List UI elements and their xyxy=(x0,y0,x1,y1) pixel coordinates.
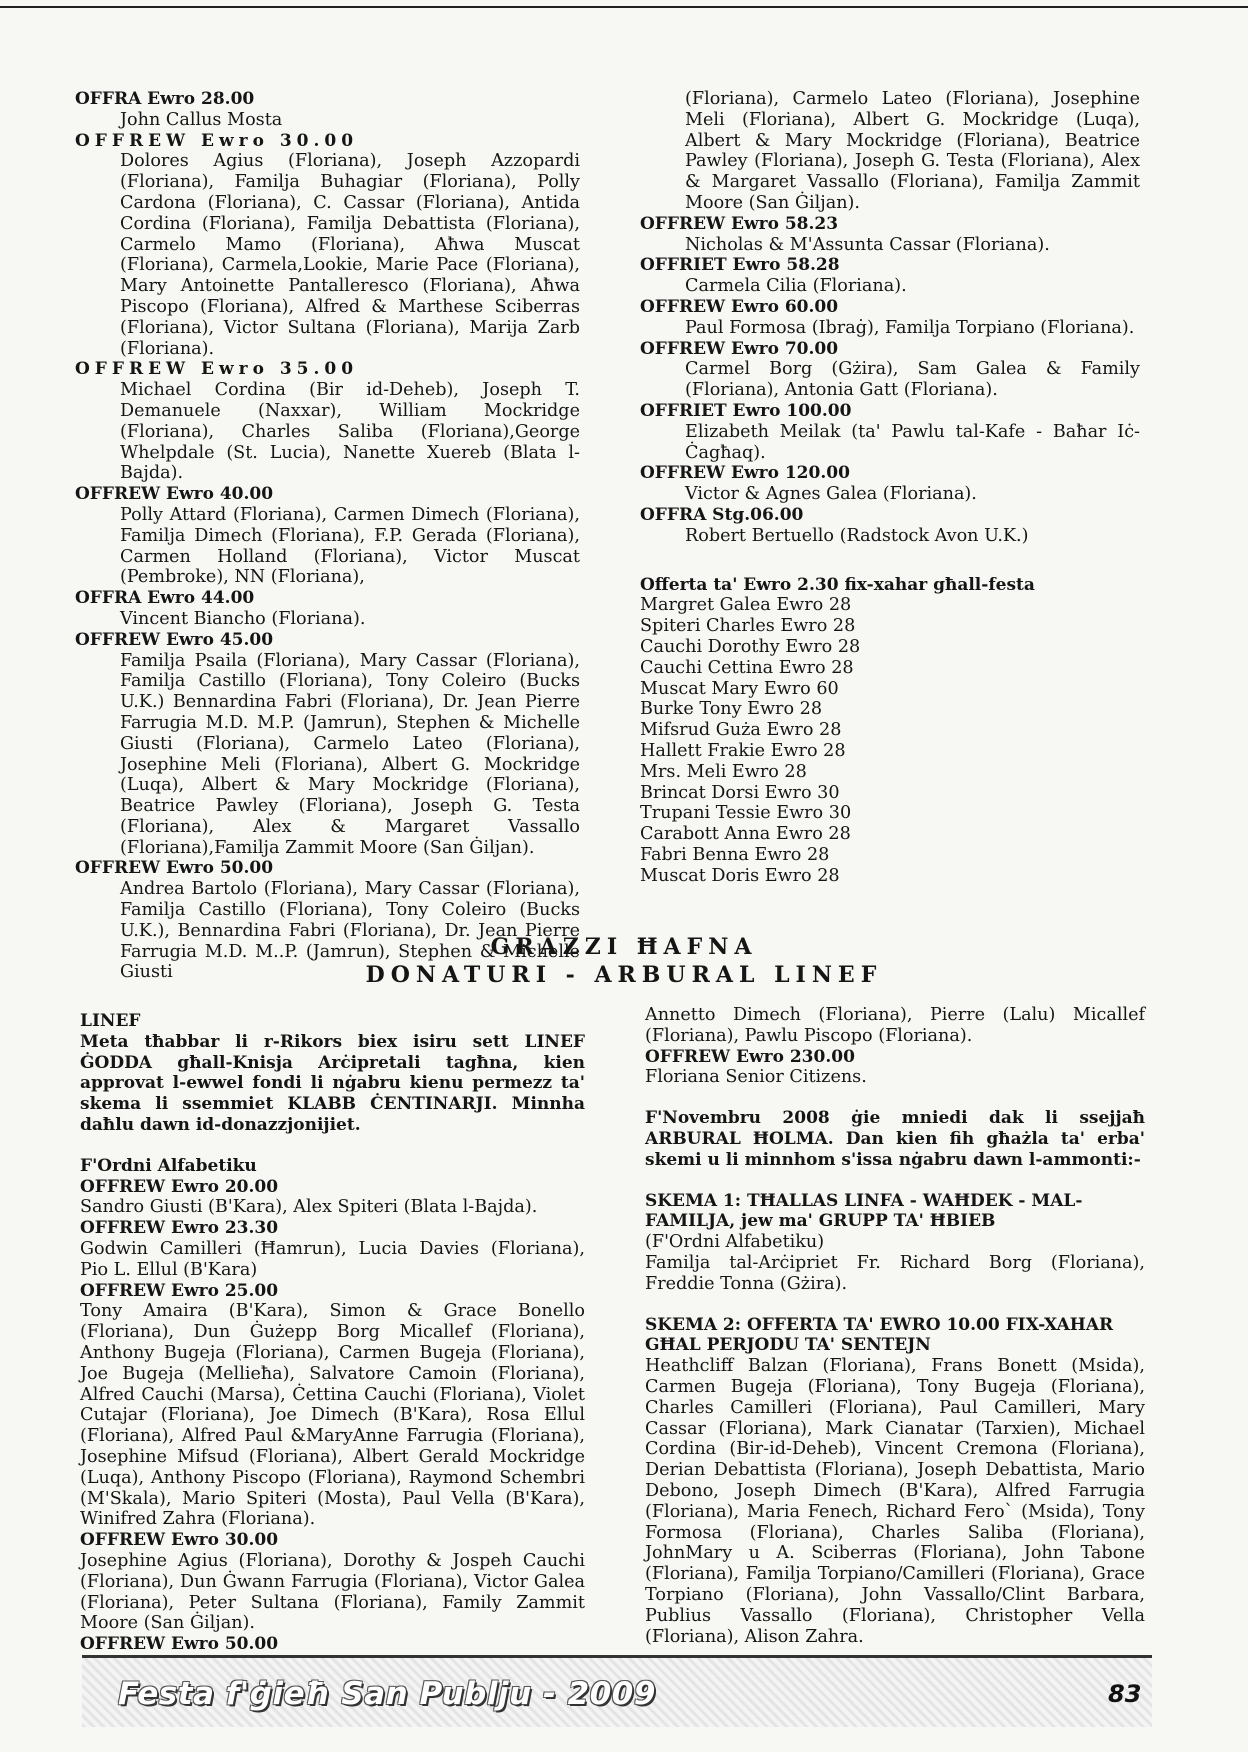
page-number: 83 xyxy=(1108,1680,1142,1708)
entry-block xyxy=(75,131,580,360)
entry-text: Polly Attard (Floriana), Carmen Dimech (Floriana), Familja Dimech (Floriana), F.P. Gerada (Floriana), Carmen Holland (Floriana), Victor Muscat (Pembroke), NN (Floriana), xyxy=(120,504,580,588)
entry-text: Godwin Camilleri (Ħamrun), Lucia Davies (Floriana), Pio L. Ellul (B'Kara) xyxy=(80,1238,585,1280)
linef-order: F'Ordni Alfabetiku xyxy=(80,1155,257,1176)
continued-text: (Floriana), Carmelo Lateo (Floriana), Josephine Meli (Floriana), Albert G. Mockridge (Luqa), Albert & Mary Mockridge (Floriana), Beatrice Pawley (Floriana), Joseph G. Testa (Floriana), Alex & Margaret Vassallo (Floriana), Familja Zammit Moore (San Ġiljan). xyxy=(685,89,1140,213)
column-3 xyxy=(80,1011,585,1655)
entry-text: Victor & Agnes Galea (Floriana). xyxy=(685,484,977,505)
entry-text: Robert Bertuello (Radstock Avon U.K.) xyxy=(685,525,1029,546)
column-1 xyxy=(75,89,580,983)
list-item: Muscat Mary Ewro 60 xyxy=(640,678,839,699)
offerta-list xyxy=(640,595,1140,886)
entry-block xyxy=(80,1177,585,1219)
entry-text: Elizabeth Meilak (ta' Pawlu tal-Kafe - Baħar Iċ-Ċagħaq). xyxy=(685,421,1140,463)
entry-heading: OFFRA Ewro 44.00 xyxy=(75,588,255,609)
entry-block xyxy=(80,1281,585,1531)
arbural-intro: F'Novembru 2008 ġie mniedi dak li ssejjaħ ARBURAL ĦOLMA. Dan kien fih għażla ta' erba' skemi u li minnhom s'issa nġabru dawn l-ammonti:- xyxy=(645,1108,1145,1170)
entry-text: John Callus Mosta xyxy=(120,109,283,130)
entry-block xyxy=(640,505,1140,547)
entry-block xyxy=(640,463,1140,505)
entry-heading: OFFREW Ewro 70.00 xyxy=(640,338,839,359)
skema-1-title: SKEMA 1: TĦALLAS LINFA - WAĦDEK - MAL-FAMILJA, jew ma' GRUPP TA' ĦBIEB xyxy=(645,1190,1083,1232)
entry-text: Carmel Borg (Gżira), Sam Galea & Family (Floriana), Antonia Gatt (Floriana). xyxy=(685,359,1140,401)
footer-rule xyxy=(82,1655,1152,1658)
entry-heading: OFFRIET Ewro 58.28 xyxy=(640,255,840,276)
column-4 xyxy=(645,1005,1145,1647)
entry-block xyxy=(640,214,1140,256)
entry-heading: OFFRIET Ewro 100.00 xyxy=(640,400,852,421)
list-item: Trupani Tessie Ewro 30 xyxy=(640,803,852,824)
list-item: Muscat Doris Ewro 28 xyxy=(640,865,840,886)
entry-heading: OFFREW Ewro 35.00 xyxy=(75,359,359,380)
skema-1-order: (F'Ordni Alfabetiku) xyxy=(645,1232,825,1253)
entry-text: Michael Cordina (Bir id-Deheb), Joseph T. Demanuele (Naxxar), William Mockridge (Floriana), Charles Saliba (Floriana),George Whelpdale (St. Lucia), Nanette Xuereb (Blata l-Bajda). xyxy=(120,380,580,484)
list-item: Mrs. Meli Ewro 28 xyxy=(640,761,807,782)
footer-title: Festa f'ġieħ San Publju - 2009 xyxy=(118,1676,656,1712)
entry-heading: OFFREW Ewro 30.00 xyxy=(80,1530,279,1551)
entry-text: Vincent Biancho (Floriana). xyxy=(120,608,366,629)
entry-heading: OFFREW Ewro 230.00 xyxy=(645,1046,855,1067)
list-item: Cauchi Dorothy Ewro 28 xyxy=(640,636,861,657)
entry-text: Sandro Giusti (B'Kara), Alex Spiteri (Blata l-Bajda). xyxy=(80,1197,538,1218)
top-rule xyxy=(0,6,1248,8)
entry-heading: OFFREW Ewro 50.00 xyxy=(80,1634,279,1655)
entry-block xyxy=(80,1218,585,1280)
entry-text: Carmela Cilia (Floriana). xyxy=(685,276,907,297)
entry-block xyxy=(75,89,580,131)
list-item: Brincat Dorsi Ewro 30 xyxy=(640,782,840,803)
entry-text: Nicholas & M'Assunta Cassar (Floriana). xyxy=(685,234,1050,255)
entry-text: Tony Amaira (B'Kara), Simon & Grace Bonello (Floriana), Dun Ġużepp Borg Micallef (Floriana), Anthony Bugeja (Floriana), Carmen Bugeja (Floriana), Joe Bugeja (Mellieħa), Salvatore Camoin (Floriana), Alfred Cauchi (Marsa), Ċettina Cauchi (Floriana), Violet Cutajar (Floriana), Joe Dimech (B'Kara), Rosa Ellul (Floriana), Alfred Paul &MaryAnne Farrugia (Floriana), Josephine Mifsud (Floriana), Albert Gerald Mockridge (Luqa), Anthony Piscopo (Floriana), Raymond Schembri (M'Skala), Mario Spiteri (Mosta), Paul Vella (B'Kara), Winifred Zahra (Floriana). xyxy=(80,1301,585,1530)
entry-heading: OFFREW Ewro 20.00 xyxy=(80,1176,279,1197)
entry-heading: OFFREW Ewro 25.00 xyxy=(80,1280,279,1301)
linef-label: LINEF xyxy=(80,1011,141,1031)
section-title-thanks: GRAZZI ĦAFNA xyxy=(490,934,758,960)
entry-heading: OFFRA Stg.06.00 xyxy=(640,504,804,525)
list-item: Spiteri Charles Ewro 28 xyxy=(640,616,856,637)
skema-1-text: Familja tal-Arċipriet Fr. Richard Borg (Floriana), Freddie Tonna (Gżira). xyxy=(645,1252,1145,1294)
entry-block xyxy=(640,339,1140,401)
list-item: Carabott Anna Ewro 28 xyxy=(640,824,851,845)
entry-block xyxy=(75,630,580,859)
entry-block xyxy=(640,401,1140,463)
list-item: Cauchi Cettina Ewro 28 xyxy=(640,657,854,678)
entry-text: Dolores Agius (Floriana), Joseph Azzopardi (Floriana), Familja Buhagiar (Floriana), Polly Cardona (Floriana), C. Cassar (Floriana), Antida Cordina (Floriana), Familja Debattista (Floriana), Carmelo Mamo (Floriana), Aħwa Muscat (Floriana), Carmela,Lookie, Marie Pace (Floriana), Mary Antoinette Pantalleresco (Floriana), Aħwa Piscopo (Floriana), Alfred & Marthese Sciberras (Floriana), Victor Sultana (Floriana), Marija Zarb (Floriana). xyxy=(120,151,580,359)
entry-heading: OFFRA Ewro 28.00 xyxy=(75,89,255,109)
entry-block xyxy=(640,255,1140,297)
entry-heading: OFFREW Ewro 50.00 xyxy=(75,858,274,879)
continued-text: Annetto Dimech (Floriana), Pierre (Lalu) Micallef (Floriana), Pawlu Piscopo (Floriana). xyxy=(645,1005,1145,1046)
entry-text: Paul Formosa (Ibraġ), Familja Torpiano (Floriana). xyxy=(685,317,1135,338)
entry-block xyxy=(75,484,580,588)
entry-text: Floriana Senior Citizens. xyxy=(645,1067,867,1088)
entry-block xyxy=(80,1530,585,1634)
entry-heading: OFFREW Ewro 120.00 xyxy=(640,463,850,484)
list-item: Hallett Frakie Ewro 28 xyxy=(640,740,846,761)
entry-heading: OFFREW Ewro 23.30 xyxy=(80,1218,279,1239)
skema-2-text: Heathcliff Balzan (Floriana), Frans Bonett (Msida), Carmen Bugeja (Floriana), Tony Bugeja (Floriana), Charles Camilleri (Floriana), Paul Camilleri, Mary Cassar (Floriana), Mark Cianatar (Tarxien), Michael Cordina (Bir-id-Deheb), Vincent Cremona (Floriana), Derian Debattista (Floriana), Joseph Debattista, Mario Debono, Joseph Dimech (B'Kara), Alfred Farrugia (Floriana), Maria Fenech, Richard Fero` (Msida), Tony Formosa (Floriana), Charles Saliba (Floriana), JohnMary u A. Sciberras (Floriana), John Tabone (Floriana), Familja Torpiano/Camilleri (Floriana), Grace Torpiano (Floriana), John Vassallo/Clint Barbara, Publius Vassallo (Floriana), Christopher Vella (Floriana), Alison Zahra. xyxy=(645,1356,1145,1647)
list-item: Margret Galea Ewro 28 xyxy=(640,595,852,616)
entry-heading: OFFREW Ewro 45.00 xyxy=(75,629,274,650)
linef-intro: Meta tħabbar li r-Rikors biex isiru sett LINEF ĠODDA għall-Knisja Arċipretali tagħna, kien approvat l-ewwel fondi li nġabru kienu permezz ta' skema li ssemmiet KLABB ĊENTINARJI. Minnha daħlu dawn id-donazzjonijiet. xyxy=(80,1031,585,1135)
skema-2-title: SKEMA 2: OFFERTA TA' EWRO 10.00 FIX-XAHAR GĦAL PERJODU TA' SENTEJN xyxy=(645,1314,1114,1356)
list-item: Burke Tony Ewro 28 xyxy=(640,699,823,720)
entry-heading: OFFREW Ewro 30.00 xyxy=(75,130,359,151)
list-item: Fabri Benna Ewro 28 xyxy=(640,844,830,865)
entry-block xyxy=(75,359,580,484)
entry-text: Josephine Agius (Floriana), Dorothy & Jospeh Cauchi (Floriana), Dun Ġwann Farrugia (Floriana), Victor Galea (Floriana), Peter Sultana (Floriana), Family Zammit Moore (San Ġiljan). xyxy=(80,1550,585,1634)
entry-block xyxy=(75,588,580,630)
offerta-title: Offerta ta' Ewro 2.30 fix-xahar għall-festa xyxy=(640,574,1035,595)
entry-heading: OFFREW Ewro 58.23 xyxy=(640,213,839,234)
entry-block xyxy=(80,1634,585,1655)
entry-block xyxy=(640,297,1140,339)
column-2 xyxy=(640,89,1140,886)
section-title-donors: DONATURI - ARBURAL LINEF xyxy=(365,962,883,988)
entry-heading: OFFREW Ewro 60.00 xyxy=(640,296,839,317)
list-item: Mifsrud Guża Ewro 28 xyxy=(640,720,842,741)
entry-heading: OFFREW Ewro 40.00 xyxy=(75,484,274,505)
entry-text: Andrea Bartolo (Floriana), Mary Cassar (Floriana), Familja Castillo (Floriana), Tony Coleiro (Bucks U.K.), Bennardina Fabri (Floriana), Dr. Jean Pierre Farrugia M.D. M..P. (Jamrun), Stephen & Michelle Giusti xyxy=(120,879,580,983)
entry-text: Familja Psaila (Floriana), Mary Cassar (Floriana), Familja Castillo (Floriana), Tony Coleiro (Bucks U.K.) Bennardina Fabri (Floriana), Dr. Jean Pierre Farrugia M.D. M.P. (Jamrun), Stephen & Michelle Giusti (Floriana), Carmelo Lateo (Floriana), Josephine Meli (Floriana), Albert G. Mockridge (Luqa), Albert & Mary Mockridge (Floriana), Beatrice Pawley (Floriana), Joseph G. Testa (Floriana), Alex & Margaret Vassallo (Floriana),Familja Zammit Moore (San Ġiljan). xyxy=(120,650,580,858)
